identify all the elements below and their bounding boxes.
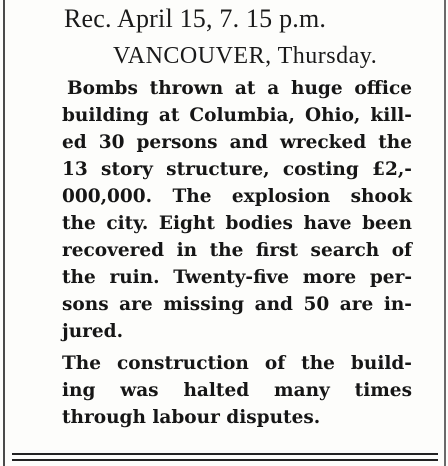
article-paragraph-1	[62, 75, 412, 345]
paragraph-line: the city. Eight bodies have been	[62, 213, 412, 234]
paragraph-line: 000,000. The explosion shook	[62, 186, 412, 207]
article-paragraph-2	[62, 350, 412, 431]
paragraph-line: recovered in the first search of	[62, 240, 412, 261]
paragraph-line: the ruin. Twenty-five more per-	[62, 267, 412, 288]
paragraph-line: ed 30 persons and wrecked the	[62, 132, 412, 153]
received-dateline: Rec. April 15, 7. 15 p.m.	[64, 4, 327, 33]
place-dateline: VANCOUVER, Thursday.	[113, 43, 378, 69]
paragraph-line: sons are missing and 50 are in-	[62, 294, 412, 315]
right-border-rule	[444, 0, 446, 466]
paragraph-line: building at Columbia, Ohio, kill-	[62, 105, 412, 126]
left-border-rule	[3, 0, 5, 466]
paragraph-line: Bombs thrown at a huge office	[67, 78, 412, 99]
bottom-rule-lower	[12, 459, 438, 461]
paragraph-line: 13 story structure, costing £2,-	[62, 159, 412, 180]
paragraph-line: jured.	[62, 321, 124, 342]
paragraph-line: through labour disputes.	[62, 407, 321, 428]
paragraph-line: ing was halted many times	[62, 380, 412, 401]
bottom-rule-upper	[12, 453, 438, 455]
paragraph-line: The construction of the build-	[62, 353, 412, 374]
